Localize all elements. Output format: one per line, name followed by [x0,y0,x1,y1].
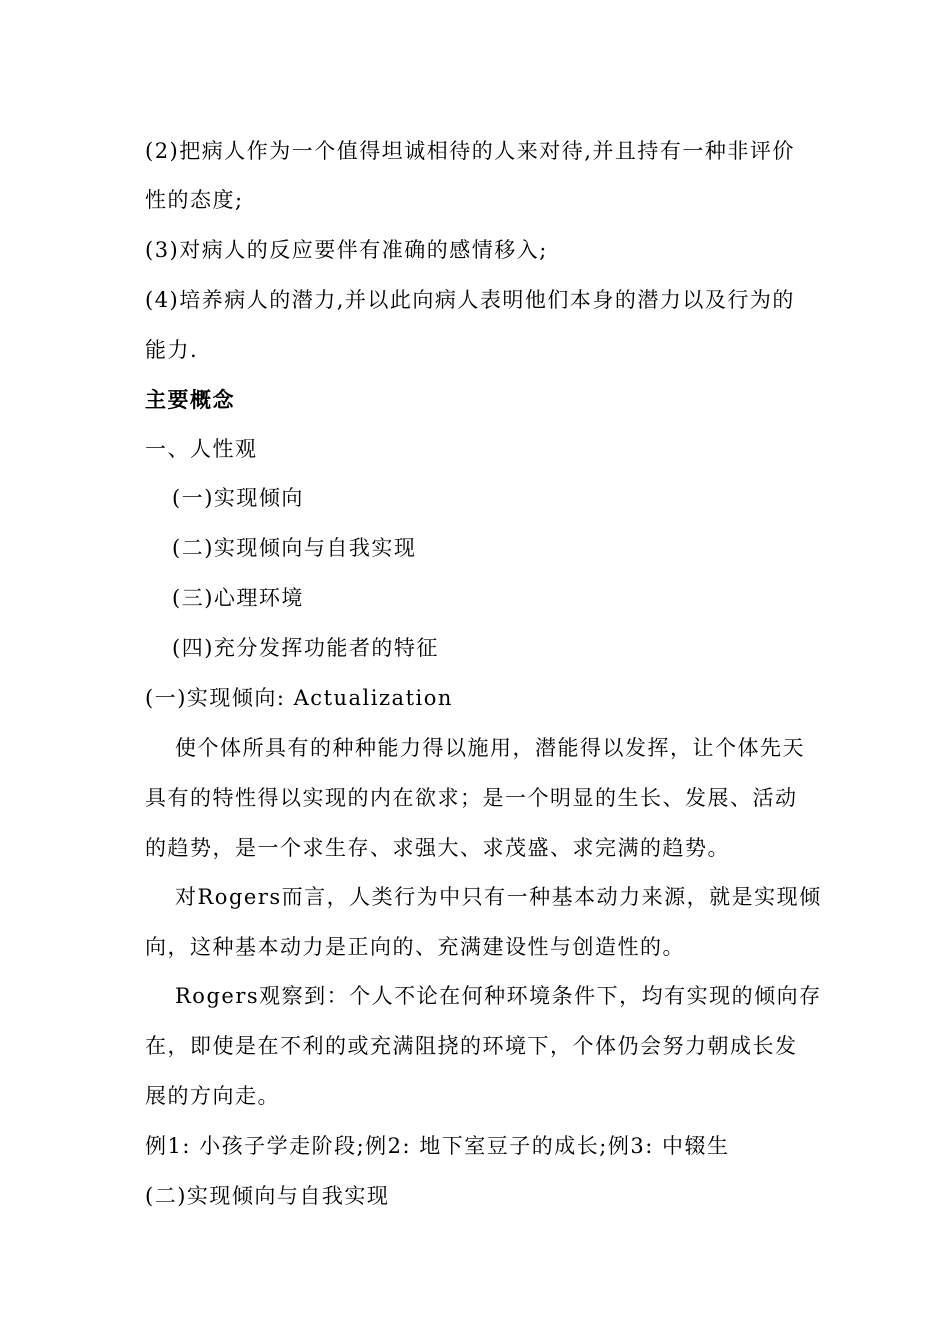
subsection-heading: (二)实现倾向与自我实现 [145,1184,390,1208]
paragraph-line: 能力. [145,338,199,362]
paragraph-line: 展的方向走。 [145,1084,280,1108]
paragraph-line: Rogers观察到：个人不论在何种环境条件下，均有实现的倾向存 [175,984,822,1008]
outline-item: (一)实现倾向 [172,486,304,510]
paragraph-line: (3)对病人的反应要伴有准确的感情移入; [145,238,548,262]
paragraph-line: 在，即使是在不利的或充满阻挠的环境下，个体仍会努力朝成长发 [145,1034,798,1058]
paragraph-line: 向，这种基本动力是正向的、充满建设性与创造性的。 [145,935,685,959]
chapter-heading: 一、人性观 [145,437,258,461]
section-heading: 主要概念 [145,388,235,412]
paragraph-line: 具有的特性得以实现的内在欲求；是一个明显的生长、发展、活动 [145,786,798,810]
paragraph-line: 的趋势，是一个求生存、求强大、求茂盛、求完满的趋势。 [145,836,730,860]
subsection-heading: (一)实现倾向: Actualization [145,686,453,710]
outline-item: (四)充分发挥功能者的特征 [172,636,439,660]
paragraph-line: 性的态度; [145,188,244,212]
paragraph-line: (2)把病人作为一个值得坦诚相待的人来对待,并且持有一种非评价 [145,139,795,163]
paragraph-line: 对Rogers而言，人类行为中只有一种基本动力来源，就是实现倾 [175,885,822,909]
paragraph-line: 使个体所具有的种种能力得以施用，潜能得以发挥，让个体先天 [175,736,805,760]
outline-item: (三)心理环境 [172,586,304,610]
example-line: 例1: 小孩子学走阶段;例2: 地下室豆子的成长;例3: 中辍生 [145,1134,730,1158]
outline-item: (二)实现倾向与自我实现 [172,536,417,560]
paragraph-line: (4)培养病人的潜力,并以此向病人表明他们本身的潜力以及行为的 [145,288,795,312]
